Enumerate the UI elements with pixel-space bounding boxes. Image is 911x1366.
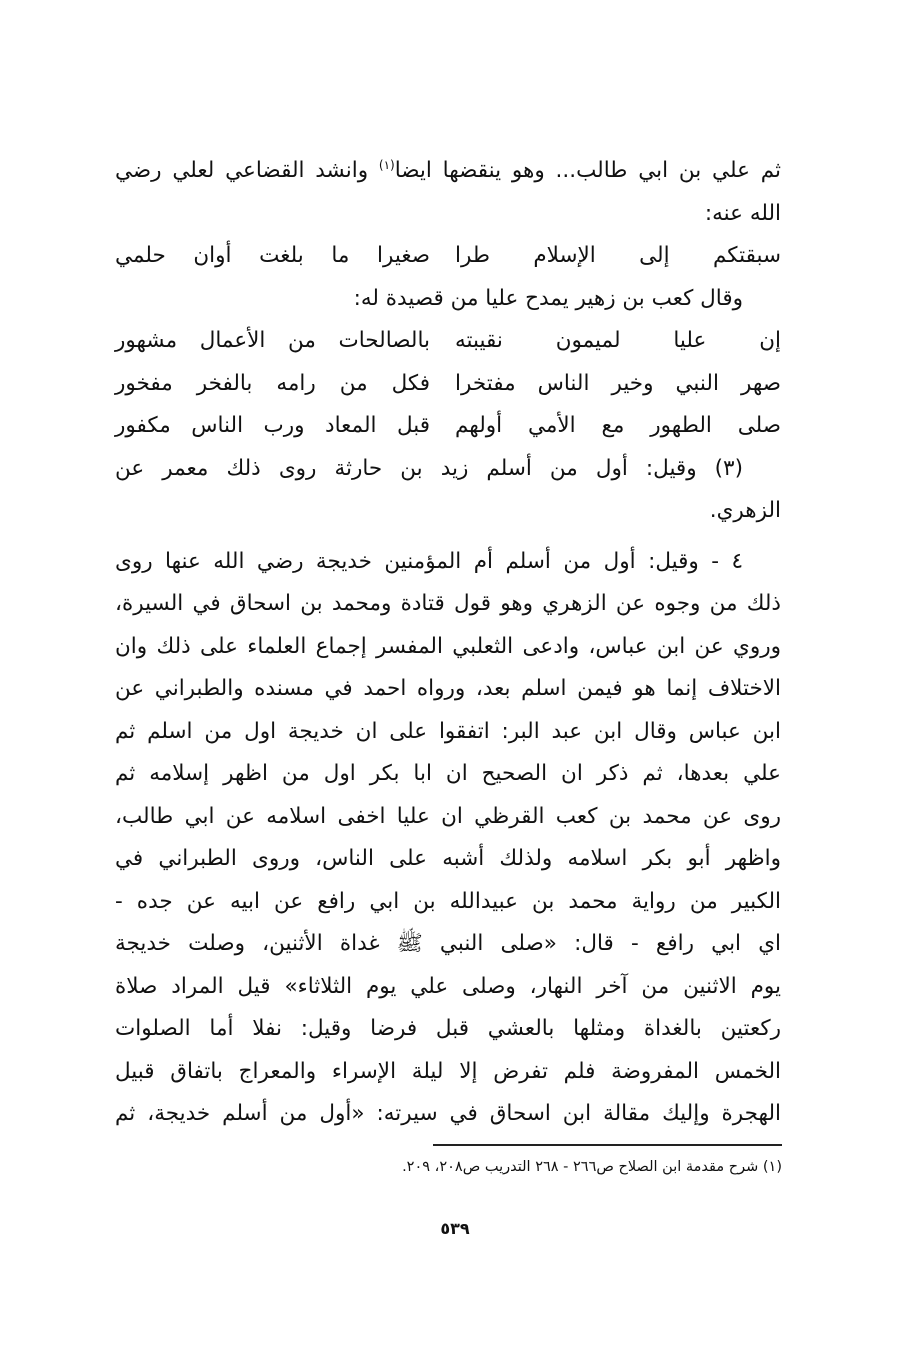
paragraph-gap [115,533,781,541]
paragraph-line: الخمس المفروضة فلم تفرض إلا ليلة الإسراء والمعراج باتفاق قبيل [115,1058,781,1084]
footnote: (١) شرح مقدمة ابن الصلاح ص٢٦٦ - ٢٦٨ التدريب ص٢٠٨، ٢٠٩. [402,1159,782,1175]
verse-second-hemistich: بالصالحات من الأعمال مشهور [115,328,430,353]
paragraph-line: الاختلاف إنما هو فيمن اسلم بعد، ورواه احمد في مسنده والطبراني عن [115,676,781,701]
paragraph-line: الكبير من رواية محمد بن عبيدالله بن ابي رافع عن ابيه عن جده - [115,888,781,914]
text-line: (٣) وقيل: أول من أسلم زيد بن حارثة روى ذلك معمر عن [115,455,743,481]
verse-first-hemistich: إن عليا لميمون نقيبته [455,328,781,353]
verse-first-hemistich: صهر النبي وخير الناس مفتخرا [455,370,781,396]
text-line: وقال كعب بن زهير يمدح عليا من قصيدة له: [353,285,743,311]
verse-first-hemistich: صلى الطهور مع الأمي أولهم [455,413,781,438]
verse-line [115,320,781,363]
paragraph [115,541,781,1136]
paragraph-line: الهجرة وإليك مقالة ابن اسحاق في سيرته: «أول من أسلم خديجة، ثم [115,1101,781,1126]
footnote-separator [433,1144,782,1146]
paragraph-line: روى عن محمد بن كعب القرظي ان عليا اخفى اسلامه عن ابي طالب، [115,803,781,829]
paragraph-line: وروي عن ابن عباس، وادعى الثعلبي المفسر إجماع العلماء على ذلك وان [115,633,781,659]
verse-second-hemistich: فكل من رامه بالفخر مفخور [115,370,430,396]
paragraph-line: واظهر أبو بكر اسلامه ولذلك أشبه على الناس، وروى الطبراني في [115,846,781,871]
paragraph-line: علي بعدها، ثم ذكر ان الصحيح ان ابا بكر اول من اظهر إسلامه ثم [115,761,781,786]
verse-line [115,405,781,448]
text-segment: ثم علي بن ابي طالب... وهو ينقضها ايضا [394,158,781,183]
text-line: الزهري. [709,498,781,523]
paragraph-line: ٤ - وقيل: أول من أسلم أم المؤمنين خديجة رضي الله عنها روى [115,548,743,574]
main-text [115,150,781,1136]
page-number: ٥٣٩ [440,1219,470,1238]
verse-line [115,363,781,406]
verse-second-hemistich: صغيرا ما بلغت أوان حلمي [115,243,430,268]
paragraph-line: ذلك من وجوه عن الزهري وهو قول قتادة ومحمد بن اسحاق في السيرة، [115,591,781,616]
paragraph-line: ابن عباس وقال ابن عبد البر: اتفقوا على ان خديجة اول من اسلم ثم [115,718,781,744]
footnote-marker: (١) [378,157,395,172]
text-segment: وانشد القضاعي لعلي رضي [115,158,379,183]
verse-first-hemistich: سبقتكم إلى الإسلام طرا [455,243,781,268]
text-line: الله عنه: [704,200,781,226]
verse-line [115,235,781,278]
paragraph-line: يوم الاثنين من آخر النهار، وصلى علي يوم الثلاثاء» قيل المراد صلاة [115,973,781,999]
text-line [115,150,781,193]
paragraph-line: اي ابي رافع - قال: «صلى النبي ﷺ غداة الأثنين، وصلت خديجة [115,931,781,956]
verse-second-hemistich: قبل المعاد ورب الناس مكفور [115,413,430,438]
paragraph-line: ركعتين بالغداة ومثلها بالعشي قبل فرضا وقيل: نفلا أما الصلوات [115,1016,781,1041]
